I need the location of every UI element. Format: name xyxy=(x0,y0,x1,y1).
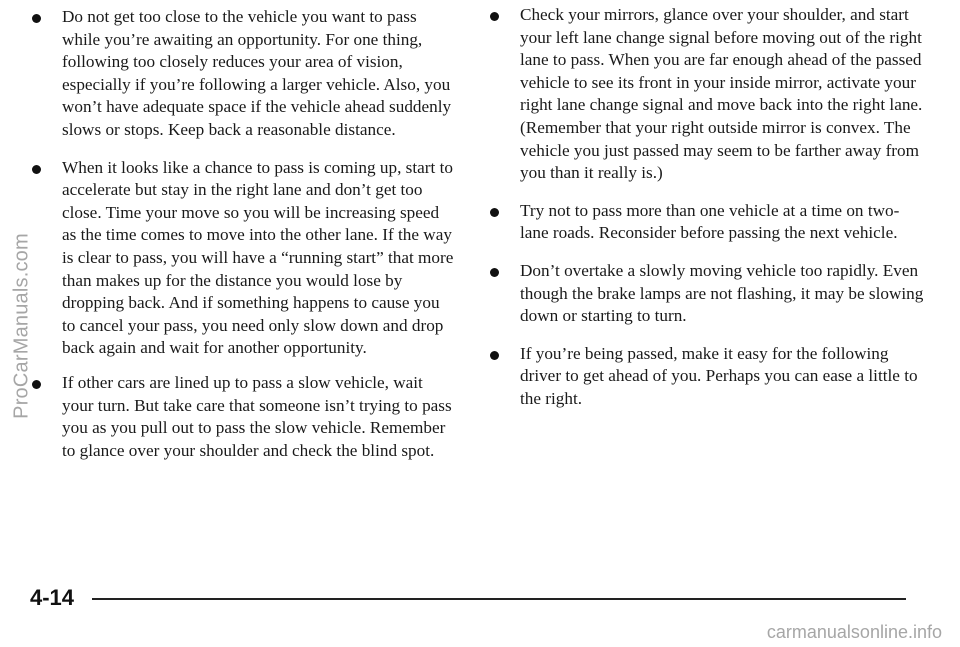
list-item xyxy=(26,6,456,142)
bullet-text: Don’t overtake a slowly moving vehicle too rapidly. Even though the brake lamps are not flashing, it may be slowing down or starting to turn. xyxy=(520,260,924,326)
list-item xyxy=(484,343,924,411)
left-bullet-list xyxy=(26,6,456,462)
bottom-watermark: carmanualsonline.info xyxy=(766,622,942,642)
side-watermark-text: ProCarManuals.com xyxy=(10,233,33,419)
list-item xyxy=(484,200,924,245)
list-item xyxy=(26,372,456,462)
bullet-text: When it looks like a chance to pass is coming up, start to accelerate but stay in the right lane and don’t get too close. Time your move so you will be increasing speed as the time comes to move into the other lane. If the way is clear to pass, you will have a “running start” that more than makes up for the distance you would lose by dropping back. And if something happens to cause you to cancel your pass, you need only slow down and drop back again and wait for another opportunity. xyxy=(62,157,454,358)
list-item xyxy=(484,4,924,185)
list-item xyxy=(484,260,924,328)
page-number: 4-14 xyxy=(30,585,75,610)
right-column xyxy=(484,0,924,411)
side-watermark xyxy=(8,226,36,426)
bullet-icon xyxy=(490,268,499,277)
bullet-text: If other cars are lined up to pass a slow vehicle, wait your turn. But take care that someone isn’t trying to pass you as you pull out to pass the slow vehicle. Remember to glance over your shoulder and check the blind spot. xyxy=(62,372,452,460)
bullet-text: If you’re being passed, make it easy for the following driver to get ahead of you. Perhaps you can ease a little to the right. xyxy=(520,343,918,408)
bullet-icon xyxy=(490,351,499,360)
bullet-text: Try not to pass more than one vehicle at a time on two-lane roads. Reconsider before passing the next vehicle. xyxy=(520,200,900,243)
bullet-text: Check your mirrors, glance over your shoulder, and start your left lane change signal before moving out of the right lane to pass. When you are far enough ahead of the passed vehicle to see its front in your inside mirror, activate your right lane change signal and move back into the right lane. (Remember that your right outside mirror is convex. The vehicle you just passed may seem to be farther away from you than it really is.) xyxy=(520,5,923,183)
list-item xyxy=(26,157,456,360)
page-footer xyxy=(26,585,906,615)
bullet-icon xyxy=(490,208,499,217)
bullet-icon xyxy=(32,165,41,174)
right-bullet-list xyxy=(484,4,924,411)
left-column xyxy=(26,0,456,462)
bullet-icon xyxy=(32,14,41,23)
footer-rule xyxy=(92,598,906,600)
bullet-icon xyxy=(490,12,499,21)
bullet-text: Do not get too close to the vehicle you want to pass while you’re awaiting an opportunity. For one thing, following too closely reduces your area of vision, especially if you’re following a larger vehicle. Also, you won’t have adequate space if the vehicle ahead suddenly slows or stops. Keep back a reasonable distance. xyxy=(62,7,452,139)
